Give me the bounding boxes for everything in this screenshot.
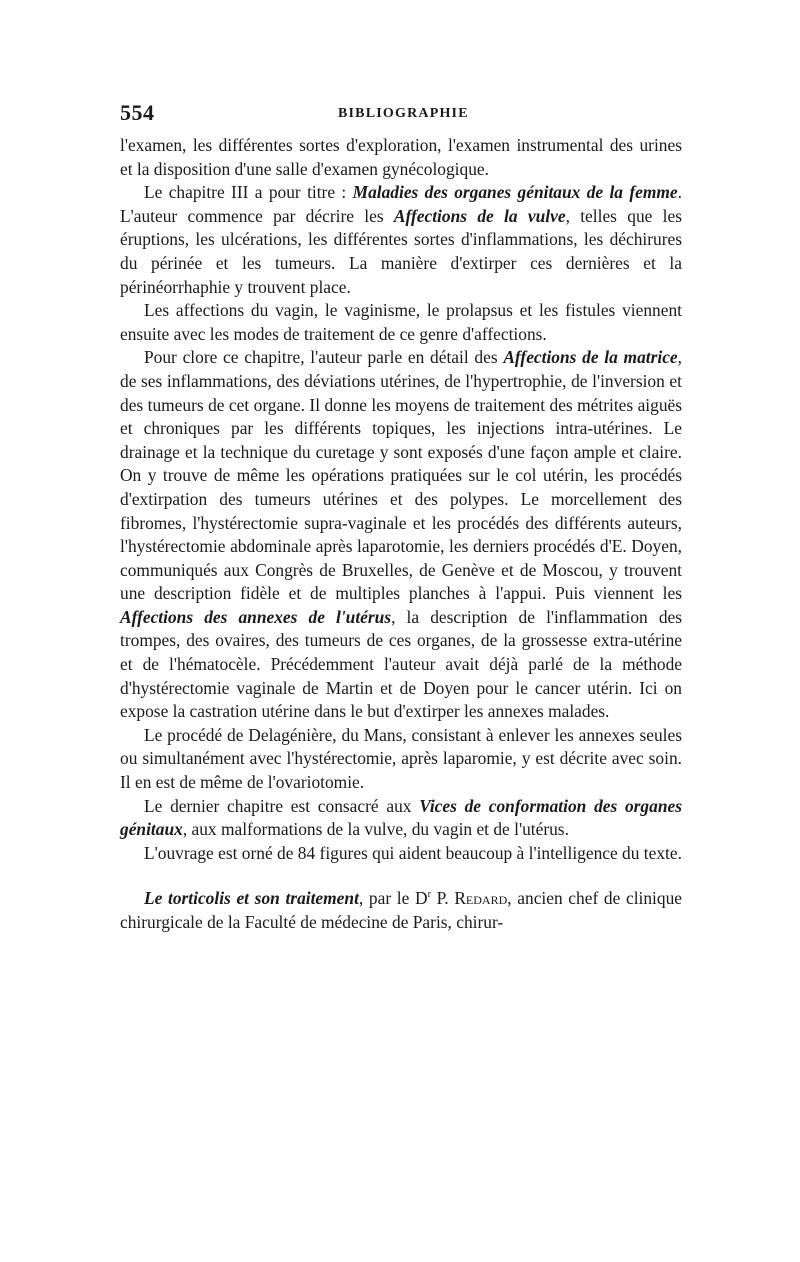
text-run: Pour clore ce chapitre, l'auteur parle en détail des (144, 347, 504, 368)
paragraph-p3 (120, 299, 682, 346)
paragraph-p1 (120, 134, 682, 181)
text-run: L'ouvrage est orné de 84 figures qui aident beaucoup à l'intelligence du texte. (144, 842, 682, 863)
paragraph-p7 (120, 842, 682, 866)
next-entry-title: Le torticolis et son traitement (144, 888, 359, 909)
running-head: BIBLIOGRAPHIE (338, 106, 469, 121)
page-header (120, 100, 682, 134)
page-number: 554 (120, 100, 155, 125)
text-run: , la description de l'inflammation des trompes, des ovaires, des tumeurs de ces organes, de la grossesse extra-utérine et de l'hématocèle. Précédemment l'auteur avait déjà parlé de la méthode d'hystérectomie vaginale de Martin et de Doyen pour le cancer utérin. Ici on expose la castration utérine dans le but d'extirper les annexes malades. (120, 606, 682, 722)
next-entry-paragraph (120, 887, 682, 934)
italic-title: Affections des annexes de l'utérus (120, 606, 392, 627)
paragraph-p6 (120, 795, 682, 842)
next-entry-dr-sup: r (427, 889, 431, 901)
text-run: , telles que les éruptions, les ulcérations, les différentes sortes d'inflammations, les déchirures du périnée et les tumeurs. La manière d'extirper ces dernières et la périnéorrhaphie y trouvent place. (120, 205, 682, 297)
book-page (120, 100, 682, 935)
italic-title: Maladies des organes génitaux de la femme (352, 182, 678, 203)
italic-title: Affections de la matrice (503, 347, 678, 368)
text-run: , de ses inflammations, des déviations utérines, de l'hypertrophie, de l'inversion et des tumeurs de cet organe. Il donne les moyens de traitement des métrites aiguës et chroniques par les différents topiques, les injections intra-utérines. Le drainage et la technique du curetage y sont exposés d'une façon ample et claire. On y trouve de même les opérations pratiquées sur le col utérin, les procédés d'extirpation des tumeurs utérines et des polypes. Le morcellement des fibromes, l'hystérectomie supra-vaginale et les procédés des différents auteurs, l'hystérectomie abdominale après laparotomie, les derniers procédés d'E. Doyen, communiqués aux Congrès de Bruxelles, de Genève et de Moscou, y trouvent une description fidèle et de multiples planches à l'appui. Puis viennent les (120, 347, 682, 604)
paragraph-p2 (120, 181, 682, 299)
text-run: Le chapitre III a pour titre : (144, 182, 353, 203)
paragraph-p4 (120, 346, 682, 724)
text-run: . L'auteur commence par décrire les (120, 182, 682, 226)
next-entry-author-initial: P. (430, 888, 455, 909)
text-run: Le dernier chapitre est consacré aux (144, 795, 420, 816)
text-run: l'examen, les différentes sortes d'exploration, l'examen instrumental des urines et la disposition d'une salle d'examen gynécologique. (120, 135, 682, 179)
text-run: Le procédé de Delagénière, du Mans, consistant à enlever les annexes seules ou simultanément avec l'hystérectomie, après laparomie, y est décrite avec soin. Il en est de même de l'ovariotomie. (120, 724, 682, 793)
italic-title: Vices de conformation des organes génitaux (120, 795, 682, 840)
italic-title: Affections de la vulve (393, 205, 566, 226)
body-text (120, 134, 682, 865)
paragraph-p5 (120, 724, 682, 795)
text-run: , aux malformations de la vulve, du vagin et de l'utérus. (182, 819, 569, 840)
next-entry (120, 887, 682, 934)
next-entry-author-surname: Redard (454, 888, 508, 909)
entry-separator (120, 865, 682, 887)
next-entry-rest: , ancien chef de clinique chirurgicale de la Faculté de médecine de Paris, chirur- (120, 888, 682, 932)
text-run: Les affections du vagin, le vaginisme, le prolapsus et les fistules viennent ensuite avec les modes de traitement de ce genre d'affections. (120, 300, 682, 344)
next-entry-by: , par le D (358, 888, 428, 909)
